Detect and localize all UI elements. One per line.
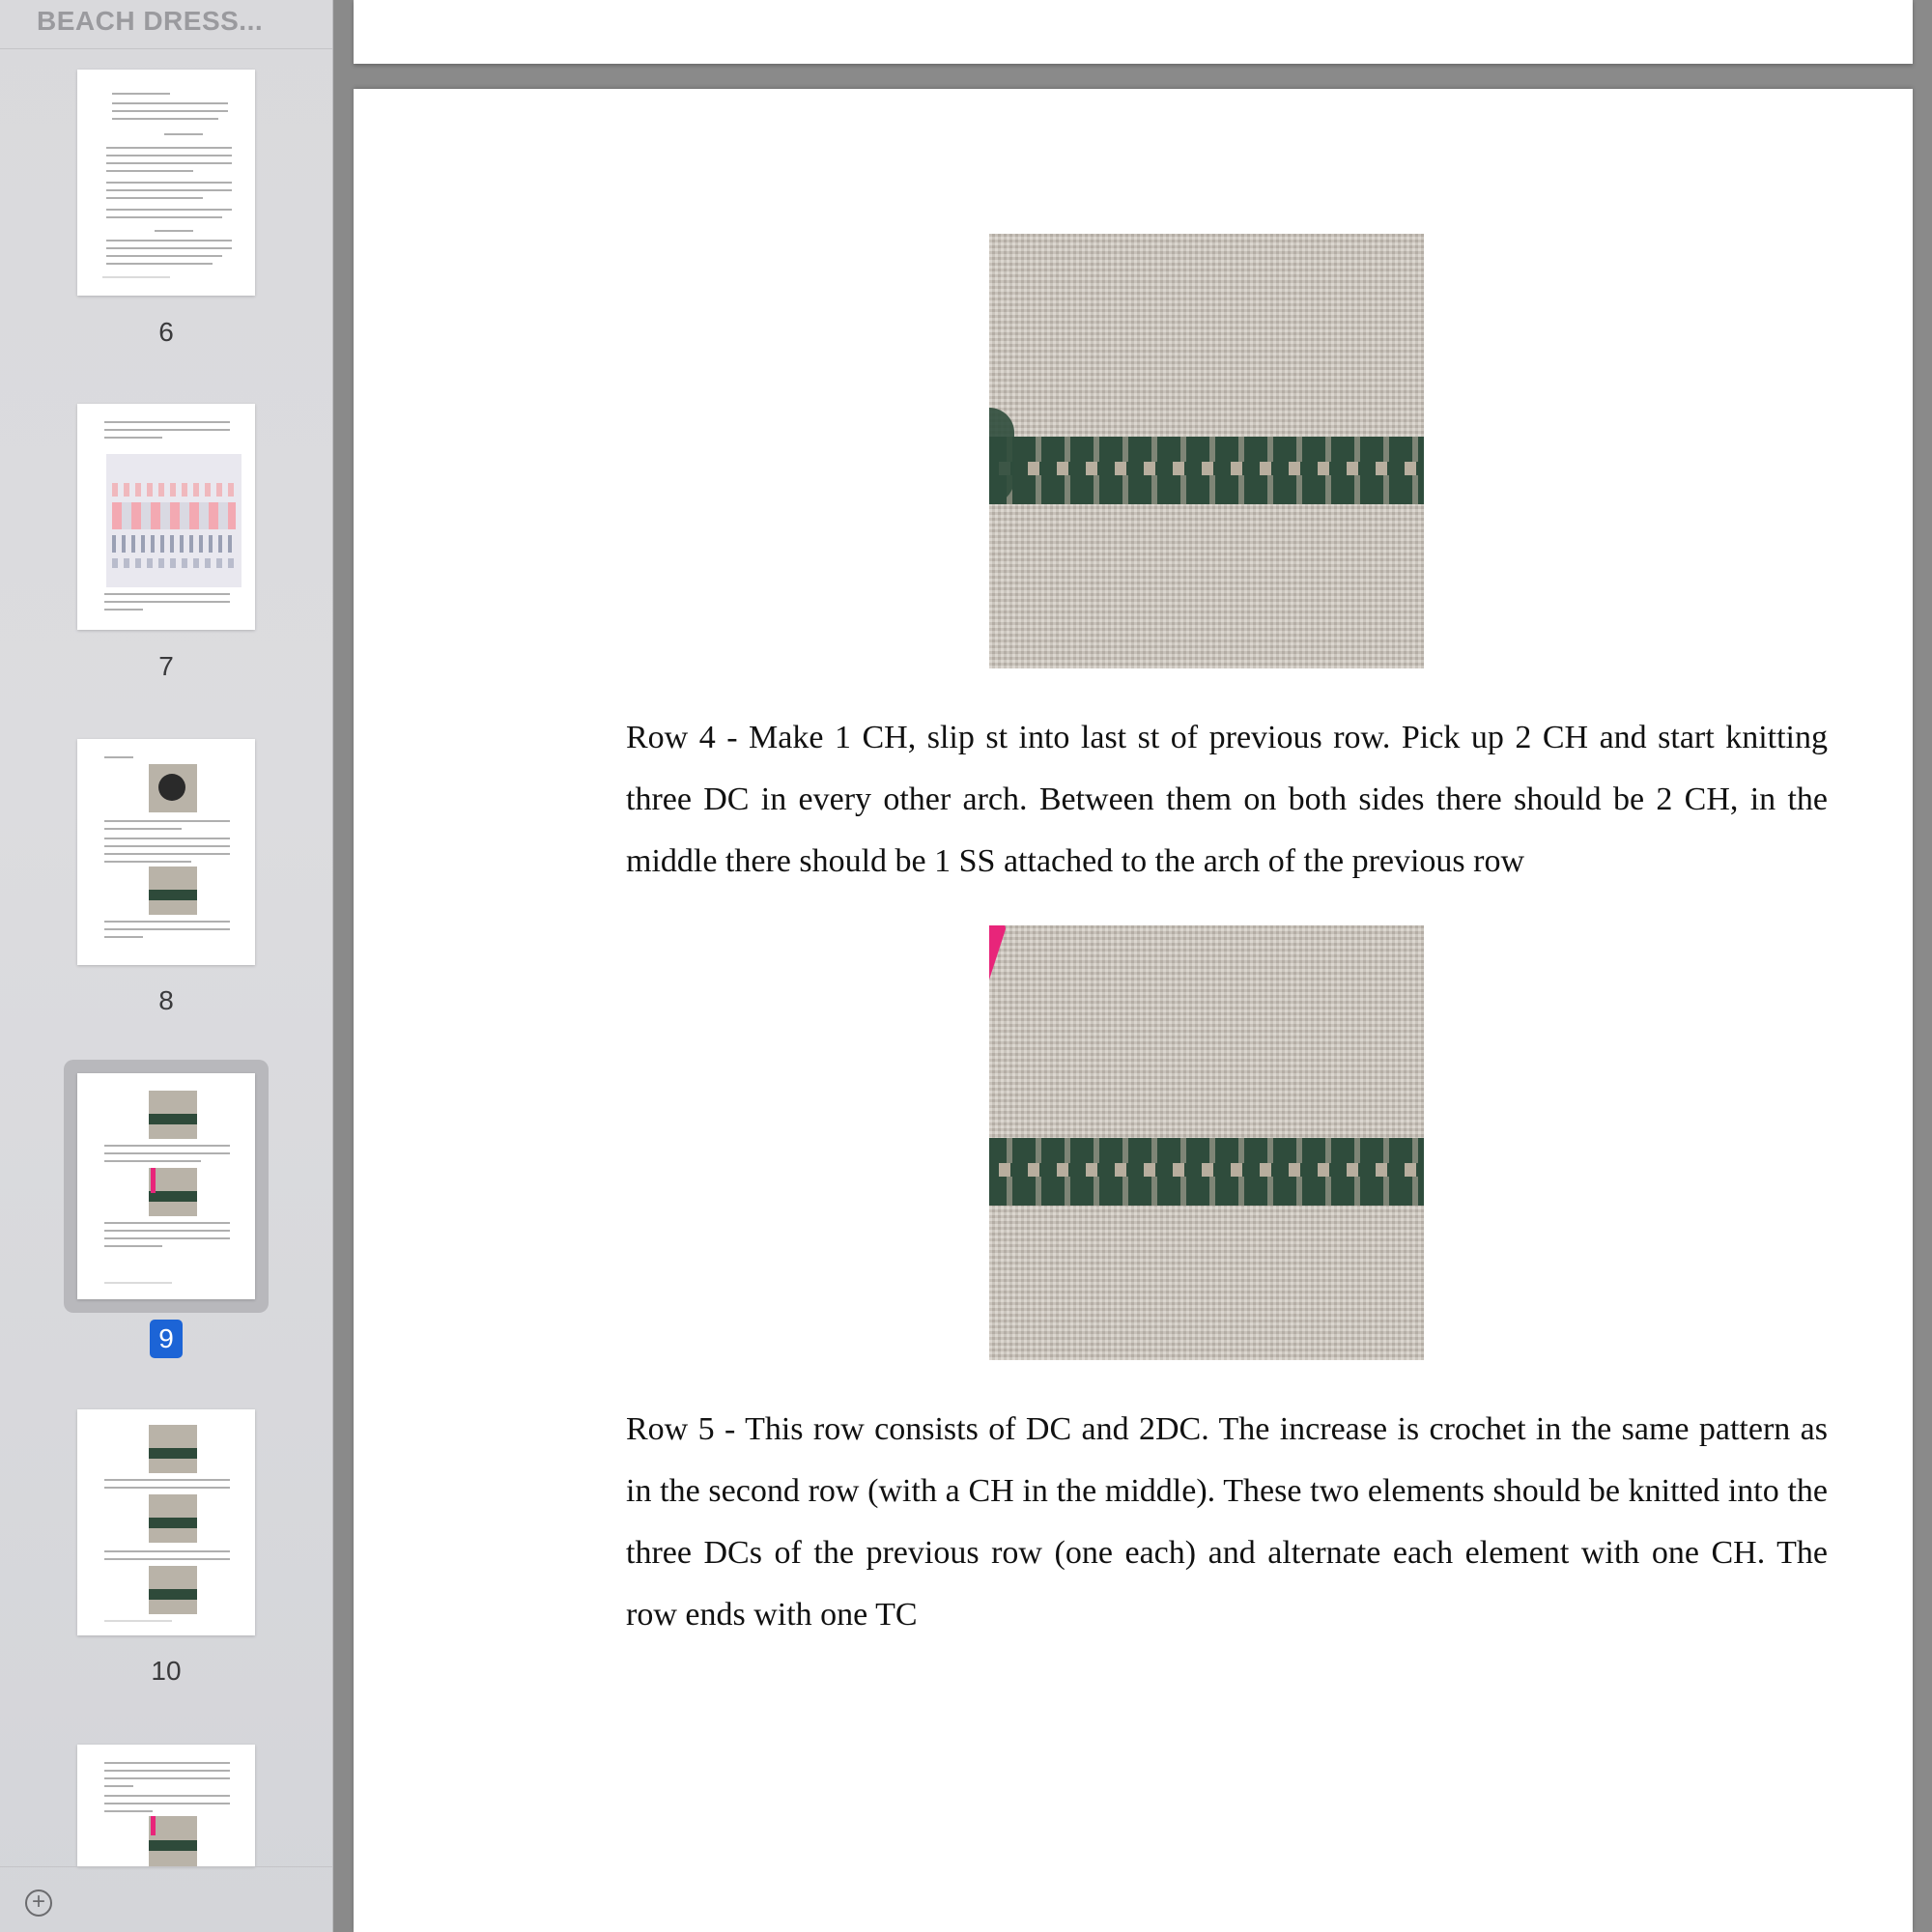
page-number-10: 10	[151, 1656, 182, 1686]
crochet-chart-thumbnail	[106, 454, 242, 587]
document-page	[354, 89, 1913, 1932]
page-thumbnail-10[interactable]	[77, 1409, 255, 1635]
page-thumbnail-8[interactable]	[77, 739, 255, 965]
page-thumbnail-7[interactable]	[77, 404, 255, 630]
page-number-6: 6	[158, 317, 174, 347]
row4-instructions: Row 4 - Make 1 CH, slip st into last st of previous row. Pick up 2 CH and start knitting three DC in every other arch. Between them on both sides there should be 2 CH, in the middle there should be 1 SS attached to the arch of the previous row	[626, 720, 1828, 879]
crochet-hook	[989, 925, 1008, 1108]
crochet-strip	[989, 437, 1424, 504]
crochet-strip	[989, 1138, 1424, 1206]
page-thumbnail-9[interactable]	[77, 1073, 255, 1299]
page-number-8: 8	[158, 985, 174, 1015]
page-thumbnail-6[interactable]	[77, 70, 255, 296]
page-thumbnail-11[interactable]	[77, 1745, 255, 1866]
document-title: BEACH DRESS...	[37, 6, 264, 36]
document-view[interactable]	[334, 0, 1932, 1932]
previous-page	[354, 0, 1913, 64]
page-number-7: 7	[158, 651, 174, 681]
row5-instructions: Row 5 - This row consists of DC and 2DC. The increase is crochet in the same pattern as in the second row (with a CH in the middle). These two elements should be knitted into the three DCs of the previous row (one each) and alternate each element with one CH. The row ends with one TC	[626, 1411, 1828, 1633]
thumbnail-sidebar	[0, 0, 333, 1932]
sidebar-divider	[0, 48, 332, 49]
sidebar-bottom-divider	[0, 1866, 332, 1867]
page-number-9-selected: 9	[150, 1320, 183, 1358]
crochet-row4-photo	[989, 925, 1424, 1360]
plus-circle-icon[interactable]: +	[25, 1889, 52, 1917]
crochet-row3-photo	[989, 234, 1424, 668]
